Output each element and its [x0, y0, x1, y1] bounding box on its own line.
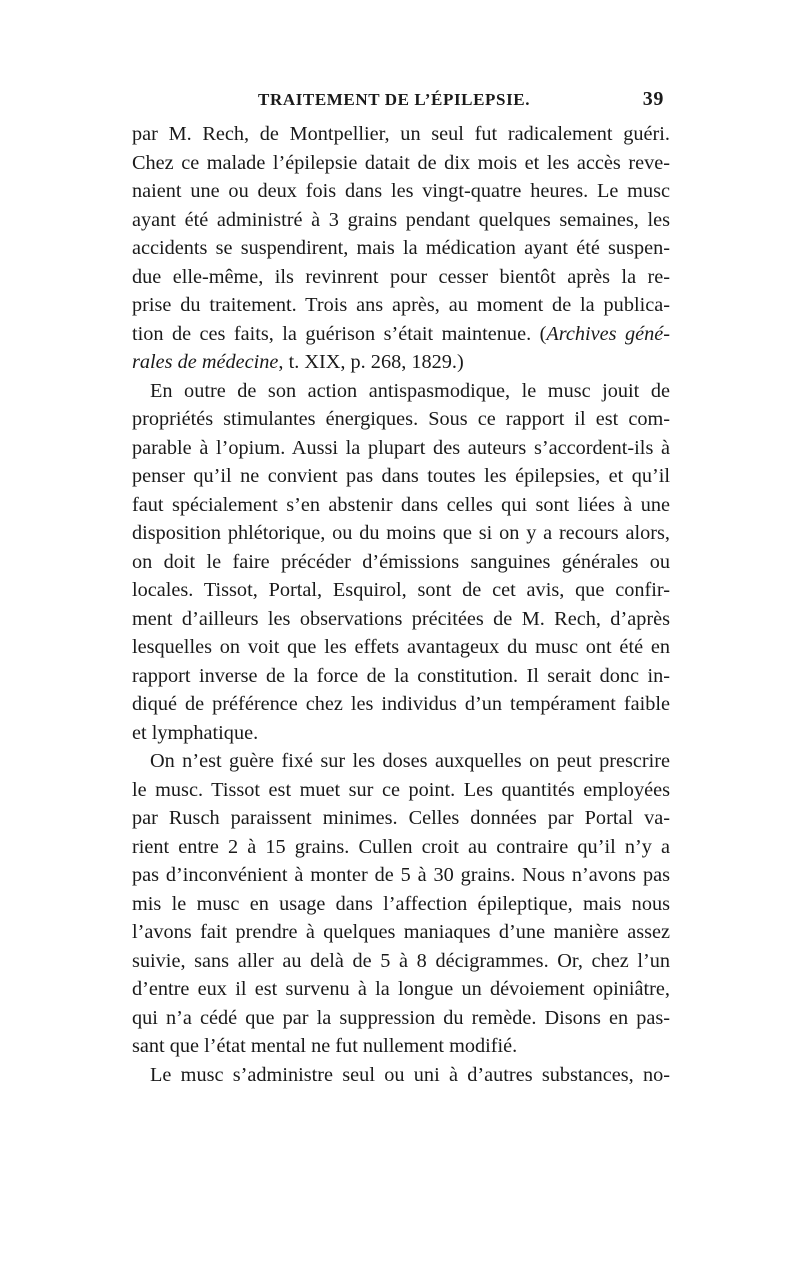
citation-journal-cont: rales de médecine [132, 351, 279, 373]
text-line: rapport inverse de la force de la constitution. Il serait donc in- [132, 664, 670, 687]
text-line: naient une ou deux fois dans les vingt-quatre heures. Le musc [132, 180, 670, 202]
text-line: faut spécialement s’en abstenir dans celles qui sont liées à une [132, 493, 670, 516]
running-title: TRAITEMENT DE L’ÉPILEPSIE. [258, 90, 531, 109]
text-line: diqué de préférence chez les individus d’un tempérament faible [132, 693, 670, 715]
text-line: Le musc s’administre seul ou uni à d’autres substances, no- [150, 1063, 670, 1086]
text-line: On n’est guère fixé sur les doses auxquelles on peut prescrire [150, 750, 670, 772]
text-line: rient entre 2 à 15 grains. Cullen croit au contraire qu’il n’y a [132, 835, 670, 858]
text-line: En outre de son action antispasmodique, le musc jouit de [150, 379, 670, 402]
text-line: lesquelles on voit que les effets avantageux du musc ont été en [132, 636, 670, 658]
text-line: Chez ce malade l’épilepsie datait de dix mois et les accès reve- [132, 151, 670, 174]
text-line: due elle-même, ils revinrent pour cesser bientôt après la re- [132, 265, 670, 288]
paragraph [132, 377, 670, 748]
text-line: propriétés stimulantes énergiques. Sous ce rapport il est com- [132, 408, 670, 430]
book-page [132, 90, 670, 1089]
page-number: 39 [642, 88, 664, 110]
text-line: et lymphatique. [132, 721, 259, 744]
text-line: disposition phlétorique, ou du moins que si on y a recours alors, [132, 522, 670, 544]
text-line: ayant été administré à 3 grains pendant quelques semaines, les [132, 208, 670, 231]
text-line: l’avons fait prendre à quelques maniaques d’une manière assez [132, 921, 670, 943]
body-text [132, 120, 670, 1089]
text-line: accidents se suspendirent, mais la médication ayant été suspen- [132, 237, 670, 259]
text-line: sant que l’état mental ne fut nullement modifié. [132, 1035, 518, 1057]
text-line: par Rusch paraissent minimes. Celles données par Portal va- [132, 807, 670, 829]
text-line: par M. Rech, de Montpellier, un seul fut radicalement guéri. [132, 123, 670, 145]
text-line: qui n’a cédé que par la suppression du remède. Disons en pas- [132, 1006, 670, 1029]
text-line: mis le musc en usage dans l’affection épileptique, mais nous [132, 892, 670, 915]
text-line: ment d’ailleurs les observations précitées de M. Rech, d’après [132, 607, 670, 630]
text-line: d’entre eux il est survenu à la longue un dévoiement opiniâtre, [132, 978, 670, 1000]
citation-line [132, 320, 670, 349]
text-line: prise du traitement. Trois ans après, au moment de la publica- [132, 294, 670, 316]
text-line: parable à l’opium. Aussi la plupart des auteurs s’accordent-ils à [132, 436, 670, 459]
paragraph [132, 1061, 670, 1090]
citation-ref: , t. XIX, p. 268, 1829.) [278, 351, 464, 373]
citation-line [132, 348, 670, 377]
citation-pre: tion de ces faits, la guérison s’était maintenue. ( [132, 322, 547, 345]
text-line: locales. Tissot, Portal, Esquirol, sont de cet avis, que confir- [132, 579, 670, 601]
text-line: pas d’inconvénient à monter de 5 à 30 grains. Nous n’avons pas [132, 864, 670, 886]
text-line: le musc. Tissot est muet sur ce point. Les quantités employées [132, 778, 670, 801]
text-line: on doit le faire précéder d’émissions sanguines générales ou [132, 550, 670, 573]
text-line: penser qu’il ne convient pas dans toutes les épilepsies, et qu’il [132, 465, 670, 487]
paragraph [132, 747, 670, 1061]
paragraph [132, 120, 670, 377]
citation-journal: Archives géné- [546, 322, 670, 345]
running-header [132, 90, 670, 114]
text-line: suivie, sans aller au delà de 5 à 8 décigrammes. Or, chez l’un [132, 949, 670, 972]
